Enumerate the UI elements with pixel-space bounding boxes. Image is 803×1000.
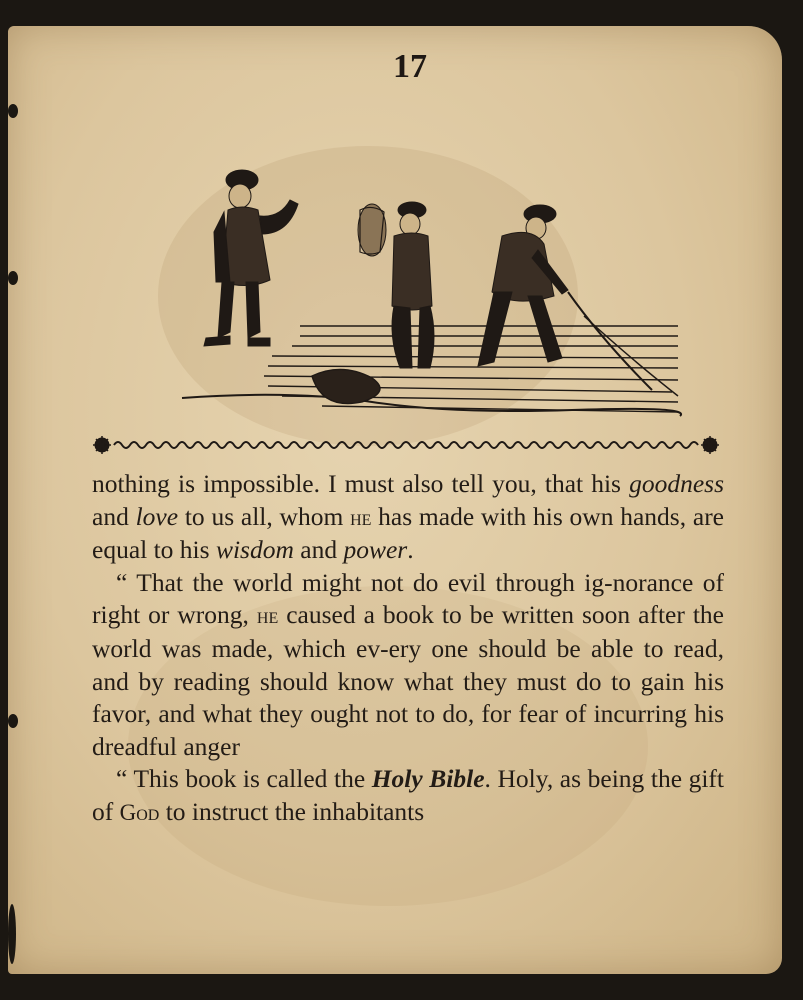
standing-figure xyxy=(204,170,298,346)
binding-hole xyxy=(8,104,18,118)
figure-carrying-bundle xyxy=(358,202,434,368)
paragraph: nothing is impossible. I must also tell you, that his goodness and love to us all, whom he has made with his own hands, are equal to his wisdom and power. xyxy=(92,469,724,565)
paragraph: “ This book is called the Holy Bible. Holy, as being the gift of God to instruct the inhabitants xyxy=(92,764,725,826)
binding-hole xyxy=(8,714,18,728)
paragraph: “ That the world might not do evil through ig-norance of right or wrong, he caused a book to be written soon after the world was made, which ev-ery one should be able to read, and by reading should know what they must do to gain his favor, and what they ought not to do, for fear of incurring his dreadful anger xyxy=(92,567,724,761)
body-text xyxy=(92,468,724,830)
ornamental-divider xyxy=(90,428,722,462)
binding-hole xyxy=(8,271,18,285)
page-number: 17 xyxy=(393,48,427,85)
binding-hole xyxy=(8,904,16,964)
woodcut-illustration xyxy=(172,140,684,430)
